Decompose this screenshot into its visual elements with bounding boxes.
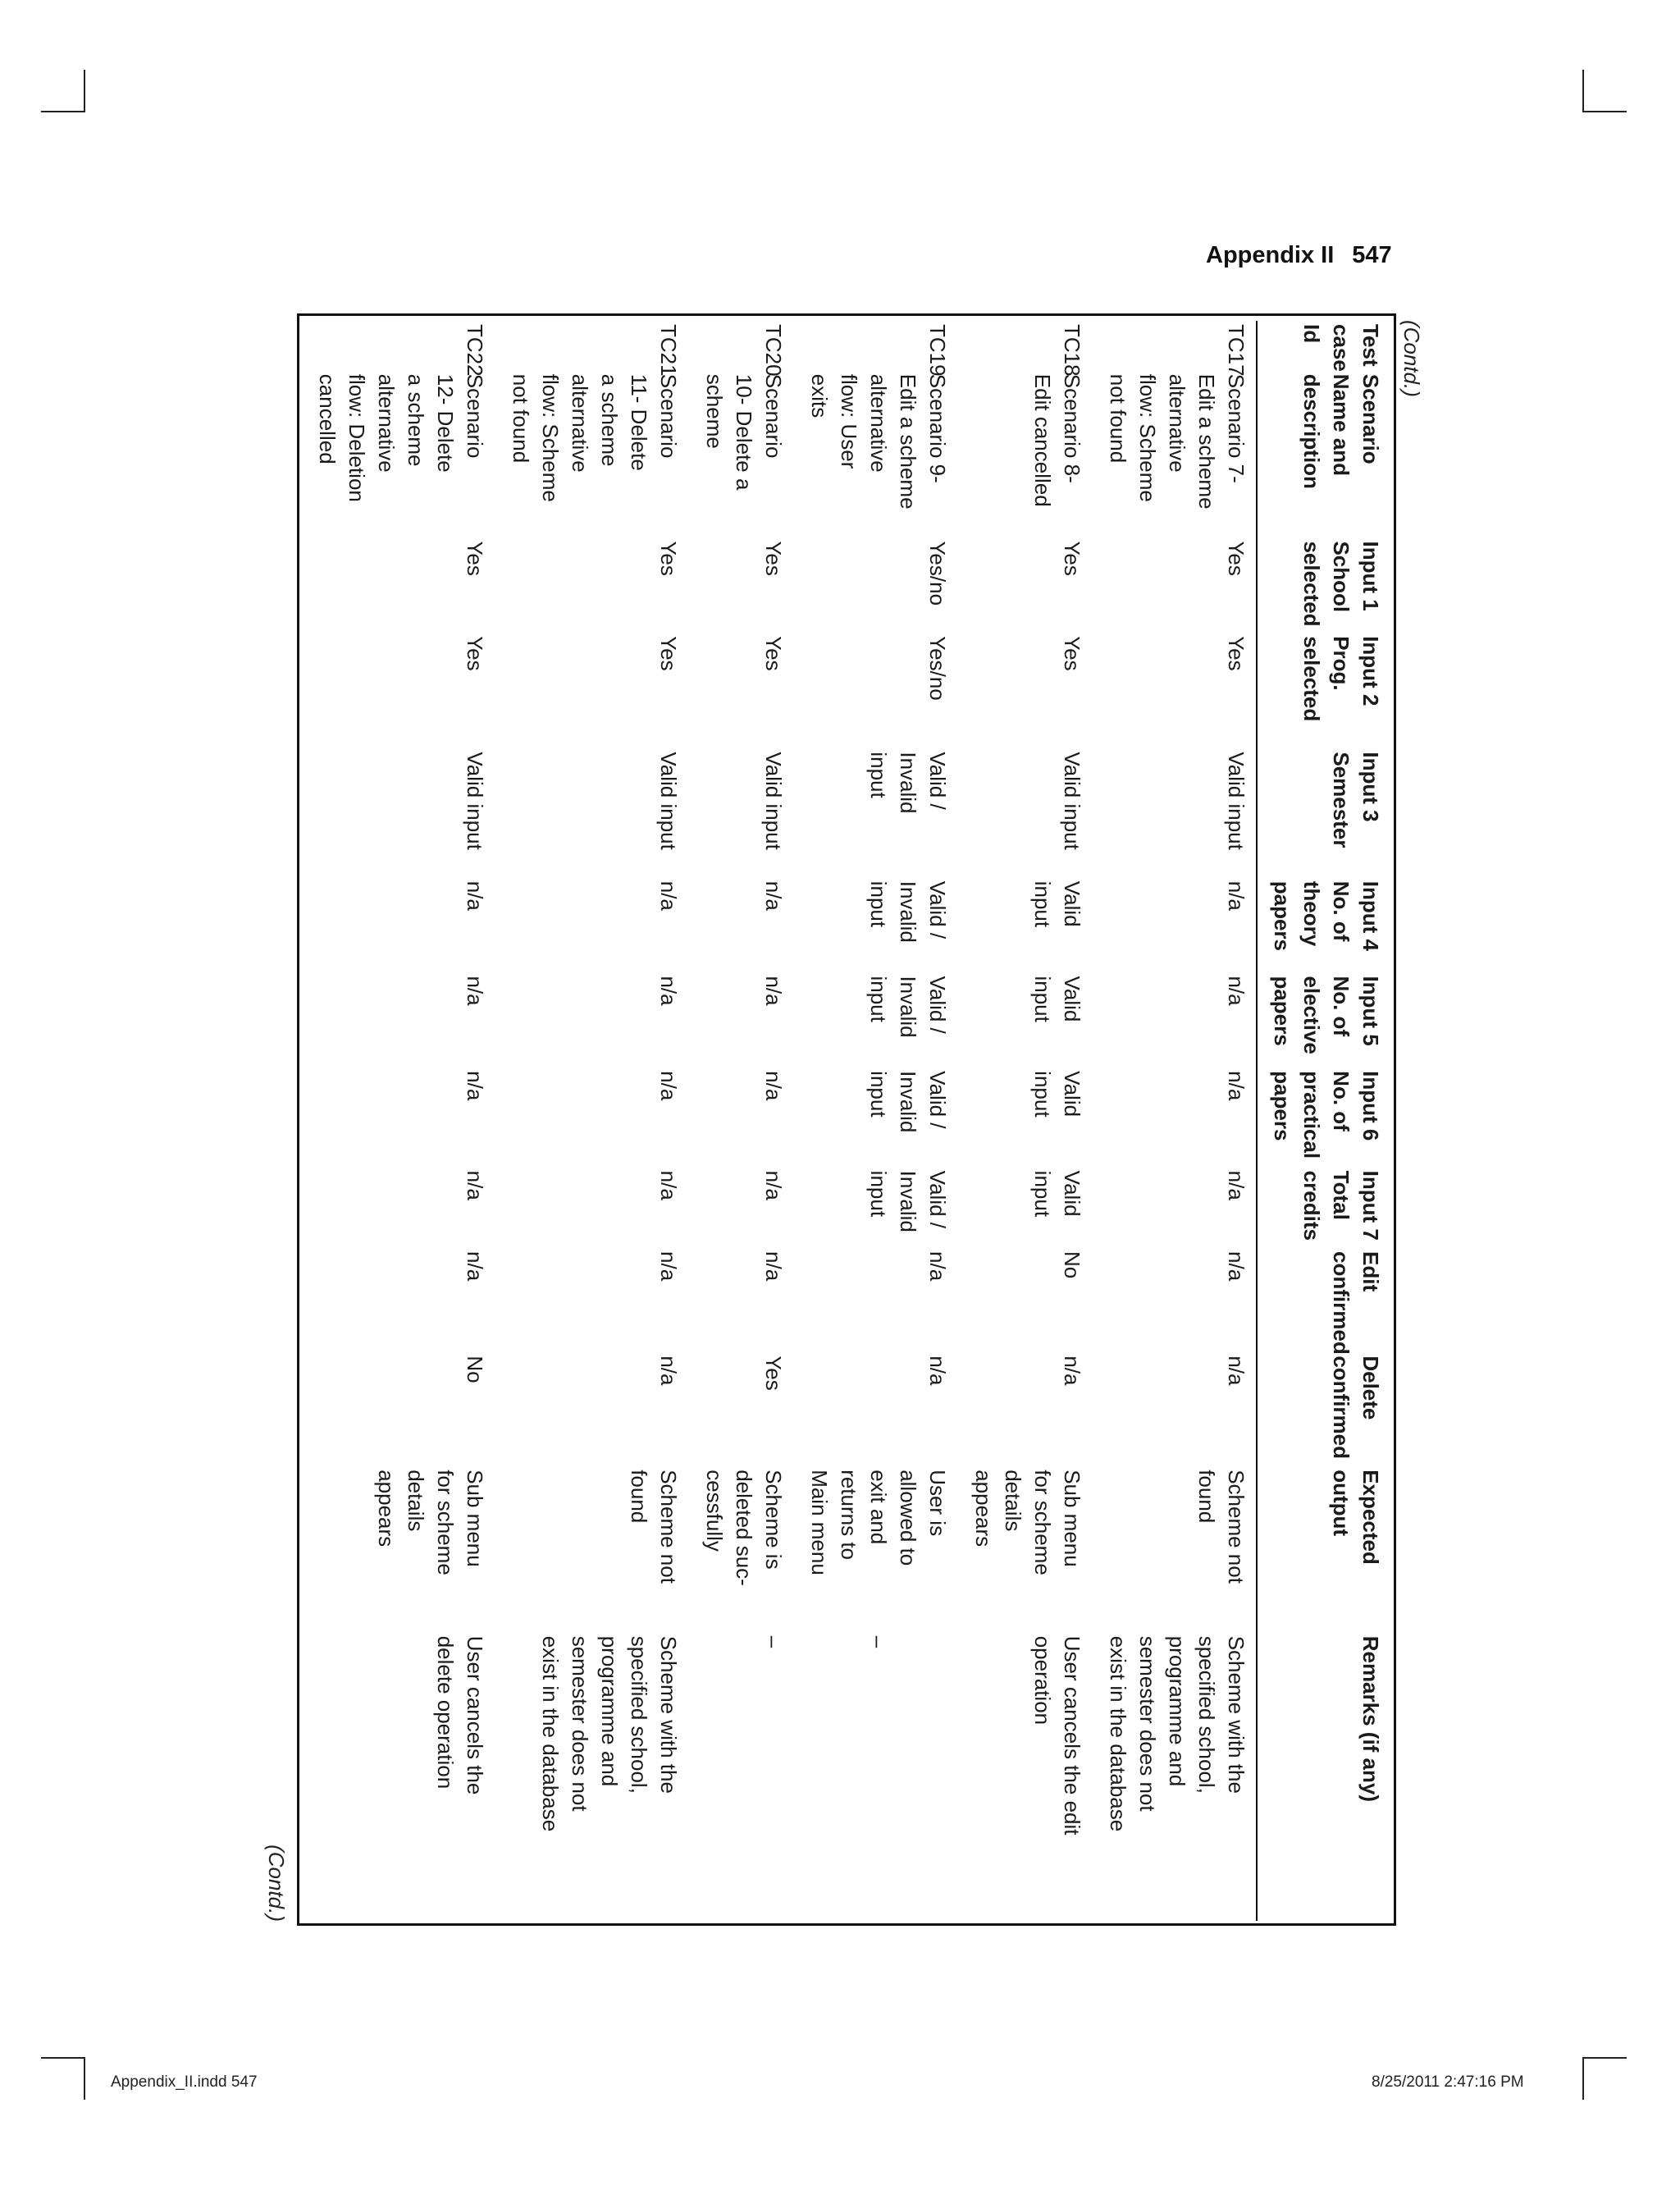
table-cell: n/a <box>463 976 487 1006</box>
table-cell: Sub menu for scheme details appears <box>374 1470 487 1575</box>
table-cell: – <box>761 1635 786 1648</box>
column-header: Test case Id <box>1257 321 1394 374</box>
table-cell: Valid input <box>1224 752 1249 850</box>
table-cell: Scheme with the specified school, programme and semester does not exist in the database <box>1106 1635 1249 1832</box>
table-cell: n/a <box>656 1356 681 1386</box>
table-cell: n/a <box>1224 1071 1249 1101</box>
table-cell: Valid / Invalid input <box>866 976 950 1038</box>
table-cell: Scenario 8- Edit cancelled <box>1030 373 1084 507</box>
crop-mark-top-left-v <box>84 70 85 112</box>
table-row <box>688 321 793 1921</box>
table-cell: Scenario 9- Edit a scheme alternative flow: User exits <box>807 373 950 510</box>
column-header: Input 2 Prog. selected <box>1257 636 1394 752</box>
table-cell: Yes <box>463 541 487 576</box>
table-cell: TC22 <box>463 324 487 377</box>
table-cell: n/a <box>656 1170 681 1200</box>
table-cell: Valid / Invalid input <box>866 880 950 943</box>
test-case-table <box>301 321 1394 1921</box>
table-cell: Yes <box>1224 636 1249 671</box>
table-cell: Yes <box>761 636 786 671</box>
table-cell: Yes <box>1224 541 1249 576</box>
crop-mark-top-left-h <box>41 111 84 112</box>
table-cell: n/a <box>463 1170 487 1200</box>
table-cell: Sub menu for scheme details appears <box>971 1470 1084 1575</box>
table-cell: Valid / Invalid input <box>866 752 950 814</box>
table-frame <box>297 313 1396 1926</box>
table-cell: Valid input <box>1030 1170 1084 1218</box>
table-cell: Valid / Invalid input <box>866 1071 950 1133</box>
table-row <box>301 321 495 1921</box>
crop-mark-bottom-left-v <box>84 2057 85 2100</box>
table-row <box>495 321 688 1921</box>
page-number: 547 <box>1352 242 1392 268</box>
table-cell: n/a <box>761 1170 786 1200</box>
table-cell: Scheme not found <box>1194 1470 1249 1584</box>
table-cell: Valid / Invalid input <box>866 1170 950 1232</box>
table-row <box>957 321 1092 1921</box>
header-title: Appendix II <box>1206 242 1335 268</box>
table-cell: n/a <box>656 1071 681 1101</box>
table-cell: TC18 <box>1060 324 1084 377</box>
table-cell: n/a <box>1224 1251 1249 1282</box>
table-cell: Scheme not found <box>627 1470 681 1584</box>
table-cell: n/a <box>925 1251 950 1282</box>
table-cell: n/a <box>656 880 681 911</box>
table-cell: User cancels the delete operation <box>433 1635 487 1795</box>
column-header: Edit confirmed <box>1257 1251 1394 1356</box>
table-cell: Yes <box>1060 541 1084 576</box>
footer-file-name: Appendix_II.indd 547 <box>111 2073 258 2091</box>
contd-label-bottom: (Contd.) <box>264 1845 289 1922</box>
table-cell: Yes <box>761 1356 786 1391</box>
table-row <box>1092 321 1257 1921</box>
table-cell: n/a <box>761 976 786 1006</box>
column-header: Input 7 Total credits <box>1257 1171 1394 1251</box>
table-cell: Yes/no <box>925 636 950 701</box>
column-header: Input 3 Semester <box>1257 752 1394 880</box>
crop-mark-bottom-left-h <box>41 2057 84 2059</box>
column-header: Expected output <box>1257 1470 1394 1636</box>
footer-timestamp: 8/25/2011 2:47:16 PM <box>1372 2073 1524 2091</box>
table-cell: Yes <box>1060 636 1084 671</box>
table-cell: Valid input <box>1060 752 1084 850</box>
table-cell: Yes <box>656 541 681 576</box>
table-cell: n/a <box>1224 1356 1249 1386</box>
table-cell: TC19 <box>925 324 950 377</box>
table-cell: Scenario 10- Delete a scheme <box>702 373 786 491</box>
table-cell: Valid input <box>463 752 487 850</box>
table-cell: User cancels the edit operation <box>1030 1635 1084 1836</box>
table-cell: Yes <box>463 636 487 671</box>
table-cell: Yes/no <box>925 541 950 606</box>
table-cell: No <box>1060 1251 1084 1279</box>
table-cell: Scenario 12- Delete a scheme alternative flow: Deletion cancelled <box>315 373 487 502</box>
running-header <box>1206 242 1411 269</box>
table-cell: n/a <box>1224 976 1249 1006</box>
table-cell: Valid input <box>656 752 681 850</box>
table-cell: n/a <box>656 1251 681 1282</box>
table-body <box>301 321 1257 1921</box>
table-header-row <box>1257 321 1394 1921</box>
table-cell: User is allowed to exit and returns to Main menu <box>807 1470 950 1575</box>
table-cell: n/a <box>925 1356 950 1386</box>
table-cell: n/a <box>761 880 786 911</box>
table-cell: Scenario 7- Edit a scheme alternative flow: Scheme not found <box>1106 373 1249 510</box>
contd-label-top: (Contd.) <box>1399 320 1424 397</box>
crop-mark-bottom-right-v <box>1582 2057 1584 2100</box>
column-header: Scenario Name and description <box>1257 374 1394 542</box>
column-header: Input 6 No. of practical papers <box>1257 1071 1394 1171</box>
crop-mark-bottom-right-h <box>1583 2057 1627 2059</box>
table-cell: n/a <box>463 1251 487 1282</box>
table-cell: n/a <box>1224 880 1249 911</box>
table-cell: Scheme with the specified school, programme and semester does not exist in the database <box>538 1635 681 1832</box>
column-header: Input 4 No. of theory papers <box>1257 881 1394 976</box>
table-cell: – <box>866 1635 891 1648</box>
rotated-table-container <box>264 313 1424 1926</box>
table-row <box>793 321 957 1921</box>
column-header: Input 1 School selected <box>1257 541 1394 636</box>
table-cell: n/a <box>761 1071 786 1101</box>
column-header: Input 5 No. of elective papers <box>1257 976 1394 1071</box>
table-cell: n/a <box>463 880 487 911</box>
column-header: Remarks (if any) <box>1257 1636 1394 1921</box>
table-cell: Valid input <box>1030 976 1084 1022</box>
table-cell: n/a <box>656 976 681 1006</box>
table-cell: TC20 <box>761 324 786 377</box>
table-cell: Yes <box>656 636 681 671</box>
table-cell: Scheme is deleted suc- cessfully <box>702 1470 786 1586</box>
table-cell: TC21 <box>656 324 681 377</box>
crop-mark-top-right-h <box>1583 111 1627 112</box>
table-cell: n/a <box>761 1251 786 1282</box>
table-cell: n/a <box>463 1071 487 1101</box>
table-cell: n/a <box>1224 1170 1249 1200</box>
table-cell: Valid input <box>761 752 786 850</box>
table-cell: Valid input <box>1030 1071 1084 1118</box>
crop-mark-top-right-v <box>1582 70 1584 112</box>
column-header: Delete confirmed <box>1257 1356 1394 1470</box>
table-cell: No <box>463 1356 487 1383</box>
table-cell: Yes <box>761 541 786 576</box>
table-cell: Valid input <box>1030 880 1084 928</box>
table-cell: n/a <box>1060 1356 1084 1386</box>
table-cell: Scenario 11- Delete a scheme alternative flow: Scheme not found <box>509 373 681 502</box>
table-cell: TC17 <box>1224 324 1249 377</box>
